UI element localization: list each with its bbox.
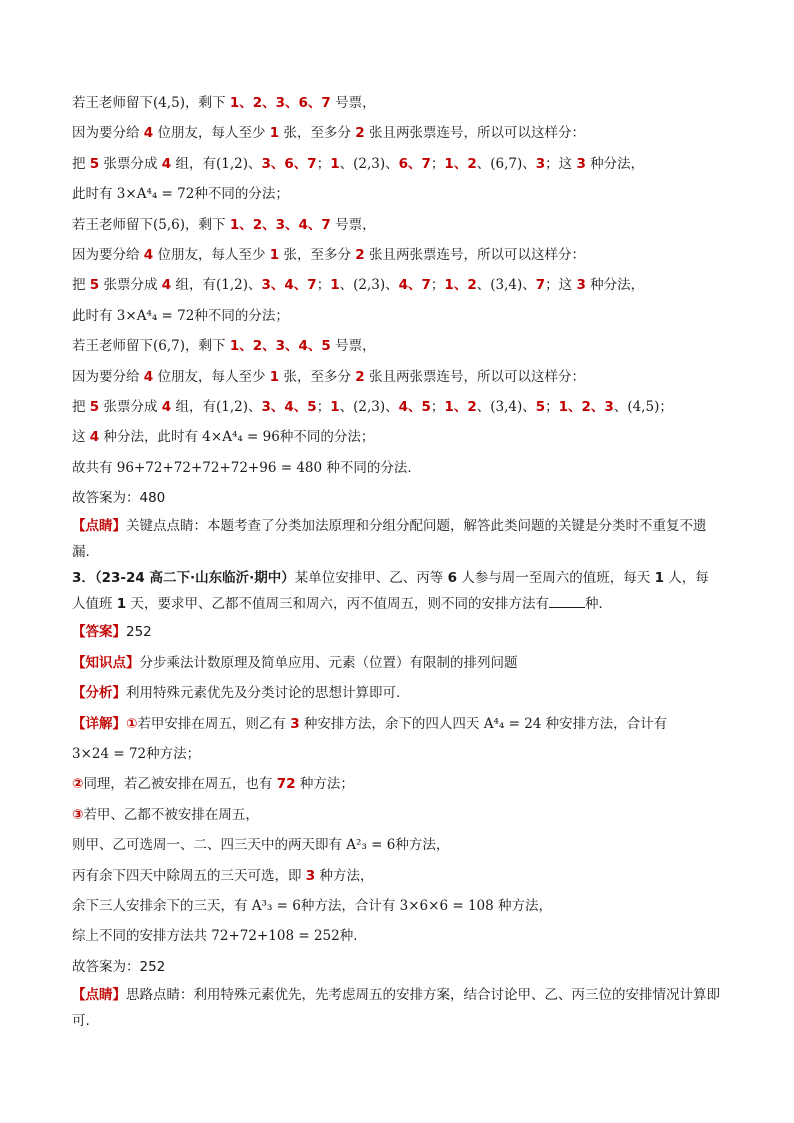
math-expression: (3,4) <box>490 277 523 294</box>
text-line <box>72 88 722 118</box>
text-segment: 、 <box>248 398 262 415</box>
text-line <box>72 709 722 739</box>
math-expression: A³₃ = 6 <box>251 897 301 914</box>
text-segment: 4、7 <box>398 277 431 294</box>
text-segment: ； <box>430 277 445 294</box>
text-line <box>72 270 722 300</box>
text-line <box>72 648 722 678</box>
text-line <box>72 331 722 361</box>
text-segment: 种方法； <box>295 776 354 793</box>
text-segment: ① <box>126 715 138 732</box>
text-segment: 2 <box>355 246 365 263</box>
text-segment: 3 <box>305 867 316 884</box>
text-segment: 天，要求甲、乙都不值周三和周六，丙不值周五，则不同的安排方法有 <box>126 596 549 613</box>
text-line <box>72 769 722 799</box>
text-segment: 1 <box>269 368 280 385</box>
text-segment: 3、4、5 <box>261 398 317 415</box>
text-segment: 综上不同的安排方法共 <box>72 928 212 945</box>
math-expression: 72+72+108 = 252 <box>211 928 340 945</box>
text-segment: 1 <box>116 596 127 613</box>
math-expression: 96+72+72+72+72+96 = 480 <box>116 459 323 476</box>
text-segment: 这 <box>72 429 90 446</box>
text-segment: 1、2、3、4、7 <box>229 216 331 233</box>
answer-blank <box>549 595 585 608</box>
text-line <box>72 301 722 331</box>
text-segment: 利用特殊元素优先及分类讨论的思想计算即可. <box>126 685 401 702</box>
text-line <box>72 921 722 951</box>
text-segment: 位朋友，每人至少 <box>153 246 270 263</box>
text-segment: ； <box>430 398 445 415</box>
text-segment: 思路点睛：利用特殊元素优先，先考虑周五的安排方案，结合讨论甲、乙、丙三位的安排情况计算即可. <box>72 987 720 1030</box>
math-expression: (2,3) <box>353 155 386 172</box>
text-segment: 7 <box>535 277 546 294</box>
text-segment: ； <box>545 398 559 415</box>
math-expression: (2,3) <box>353 398 386 415</box>
document-page <box>72 88 722 1034</box>
text-segment: ② <box>72 776 84 793</box>
text-segment: 种分法，此时有 <box>99 429 203 446</box>
text-segment: 张票分成 <box>99 277 162 294</box>
text-segment: 张，至多分 <box>279 368 356 385</box>
text-segment: 人，每人值班 <box>72 570 709 613</box>
text-segment: 张，至多分 <box>279 125 356 142</box>
text-segment: 组，有 <box>171 155 216 172</box>
text-segment: 分步乘法计数原理及简单应用、元素（位置）有限制的排列问题 <box>139 654 518 671</box>
text-segment: 人参与周一至周六的值班，每天 <box>456 570 655 587</box>
text-line <box>72 483 722 513</box>
text-line <box>72 453 722 483</box>
math-expression: (1,2) <box>216 277 249 294</box>
text-segment: 组，有 <box>171 277 216 294</box>
text-line <box>72 210 722 240</box>
text-segment: 种分法， <box>585 277 645 294</box>
text-segment: 把 <box>72 398 90 415</box>
text-segment: 、 <box>385 277 399 294</box>
math-expression: (1,2) <box>216 155 249 172</box>
text-segment: ，剩下 <box>185 95 230 111</box>
text-segment: 种不同的分法； <box>194 307 289 324</box>
text-segment: 3 <box>576 155 586 172</box>
text-segment: 组，有 <box>171 398 216 415</box>
text-line <box>72 118 722 148</box>
text-segment: 丙有余下四天中除周五的三天可选，即 <box>72 867 306 884</box>
text-line <box>72 739 722 769</box>
text-line <box>72 678 722 708</box>
text-segment: 、 <box>613 398 628 415</box>
text-segment: 种方法， <box>395 837 450 854</box>
text-segment: 1、2、3 <box>558 398 614 415</box>
text-segment: 种不同的分法. <box>322 459 412 476</box>
math-expression: A²₃ = 6 <box>346 837 396 854</box>
text-segment: 6 <box>447 570 457 587</box>
text-segment: 号票， <box>330 338 376 355</box>
text-line <box>72 513 722 565</box>
text-segment: 1 <box>330 398 340 415</box>
text-line <box>72 800 722 830</box>
text-segment: ； <box>659 398 673 415</box>
text-segment: 、 <box>248 277 262 294</box>
text-segment: 1 <box>654 570 664 587</box>
text-line <box>72 617 722 647</box>
text-segment: 4 <box>161 398 172 415</box>
text-segment: 因为要分给 <box>72 368 144 385</box>
text-segment: 、 <box>522 277 536 294</box>
text-segment: 3、6、7 <box>261 155 317 172</box>
math-expression: (5,6) <box>153 216 186 233</box>
text-segment: 5 <box>89 155 100 172</box>
text-segment: 、 <box>476 398 491 415</box>
text-line <box>72 362 722 392</box>
text-segment: 种分法， <box>585 155 645 172</box>
text-segment: 张且两张票连号，所以可以这样分： <box>364 368 585 385</box>
text-segment: 5 <box>89 398 100 415</box>
text-segment: 1 <box>330 277 340 294</box>
text-line <box>72 149 722 179</box>
math-expression: 3×6×6 = 108 <box>399 897 494 914</box>
math-expression: 3×A⁴₄ = 72 <box>116 186 195 203</box>
text-segment: 4 <box>143 246 154 263</box>
text-segment: 种不同的分法； <box>194 186 289 203</box>
text-segment: 1、2 <box>444 398 477 415</box>
text-segment: 种不同的分法； <box>279 429 375 446</box>
text-segment: 此时有 <box>72 307 117 324</box>
text-segment: 号票， <box>330 216 376 233</box>
text-segment: 此时有 <box>72 186 117 203</box>
text-segment: 1 <box>330 155 340 172</box>
text-line <box>72 565 722 617</box>
text-segment: 因为要分给 <box>72 125 144 142</box>
text-segment: 72 <box>276 776 296 793</box>
text-segment: 故共有 <box>72 459 117 476</box>
text-segment: 若王老师留下 <box>72 216 153 233</box>
text-segment: 4 <box>143 368 154 385</box>
text-segment: 1、2、3、4、5 <box>229 338 331 355</box>
text-segment: 【知识点】 <box>72 654 140 671</box>
text-segment: 4、5 <box>398 398 431 415</box>
text-segment: 若王老师留下 <box>72 338 153 355</box>
text-segment: ；这 <box>545 277 577 294</box>
text-line <box>72 982 722 1034</box>
text-line <box>72 891 722 921</box>
text-segment: 种方法， <box>315 867 374 884</box>
text-line <box>72 179 722 209</box>
math-expression: 3×A⁴₄ = 72 <box>116 307 195 324</box>
text-segment: 3 <box>576 277 586 294</box>
text-segment: 5 <box>535 398 546 415</box>
text-segment: 1、2 <box>444 277 477 294</box>
text-segment: 故答案为：480 <box>72 490 166 507</box>
text-segment: 位朋友，每人至少 <box>153 368 270 385</box>
text-segment: 3、4、7 <box>261 277 317 294</box>
text-segment: 把 <box>72 155 90 172</box>
math-expression: (1,2) <box>216 398 249 415</box>
text-segment: ；这 <box>545 155 577 172</box>
text-segment: 若甲、乙都不被安排在周五， <box>83 806 259 823</box>
math-expression: 4×A⁴₄ = 96 <box>202 429 280 446</box>
math-expression: (4,5) <box>153 95 186 111</box>
text-segment: 【答案】 <box>72 624 126 641</box>
text-segment: 、 <box>476 155 491 172</box>
text-segment: 3 <box>290 715 300 732</box>
text-segment: ，剩下 <box>185 338 230 355</box>
text-segment: 种方法； <box>146 746 201 763</box>
text-segment: 3．（23-24 高二下·山东临沂·期中） <box>72 570 295 587</box>
text-segment: 余下三人安排余下的三天，有 <box>72 897 252 914</box>
text-segment: ； <box>316 398 331 415</box>
text-segment: 4 <box>143 125 154 142</box>
text-segment: 、 <box>385 155 399 172</box>
math-expression: (6,7) <box>153 338 186 355</box>
text-segment: 、 <box>339 398 354 415</box>
text-segment: 、 <box>339 155 354 172</box>
text-segment: 1 <box>269 125 280 142</box>
text-line <box>72 422 722 452</box>
text-segment: ； <box>316 277 331 294</box>
math-expression: 3×24 = 72 <box>72 746 147 763</box>
text-line <box>72 830 722 860</box>
text-segment: 位朋友，每人至少 <box>153 125 270 142</box>
text-segment: 种方法，合计有 <box>300 897 400 914</box>
text-segment: ，剩下 <box>185 216 230 233</box>
text-segment: 【分析】 <box>72 685 126 702</box>
text-segment: 【点睛】 <box>72 518 126 535</box>
text-segment: ； <box>316 155 331 172</box>
text-segment: 种安排方法，合计有 <box>541 715 668 732</box>
text-segment: 张且两张票连号，所以可以这样分： <box>364 125 585 142</box>
text-segment: 故答案为：252 <box>72 958 166 975</box>
text-segment: 、 <box>476 277 491 294</box>
text-segment: 4 <box>161 155 172 172</box>
text-line <box>72 952 722 982</box>
text-segment: 252 <box>126 624 152 641</box>
text-segment: 、 <box>339 277 354 294</box>
text-segment: 种. <box>339 928 358 945</box>
text-segment: ③ <box>72 806 84 823</box>
text-segment: 若王老师留下 <box>72 95 153 111</box>
math-expression: (2,3) <box>353 277 386 294</box>
text-segment: 则甲、乙可选周一、二、四三天中的两天即有 <box>72 837 347 854</box>
text-segment: 号票， <box>330 95 376 111</box>
text-segment: 、 <box>385 398 399 415</box>
text-segment: 4 <box>161 277 172 294</box>
text-segment: 1、2、3、6、7 <box>229 95 331 111</box>
text-segment: 、 <box>522 398 536 415</box>
text-segment: 种安排方法，余下的四人四天 <box>299 715 484 732</box>
text-segment: 【详解】 <box>72 715 126 732</box>
text-segment: 1 <box>269 246 280 263</box>
text-line <box>72 392 722 422</box>
text-segment: 张票分成 <box>99 398 162 415</box>
math-expression: (6,7) <box>490 155 523 172</box>
text-segment: 6、7 <box>398 155 431 172</box>
text-segment: 5 <box>89 277 100 294</box>
text-segment: 2 <box>355 125 365 142</box>
text-segment: 4 <box>89 429 100 446</box>
text-segment: 1、2 <box>444 155 477 172</box>
text-segment: 某单位安排甲、乙、丙等 <box>294 570 448 587</box>
text-segment: 若甲安排在周五，则乙有 <box>137 715 291 732</box>
math-expression: A⁴₄ = 24 <box>483 715 542 732</box>
text-segment: 因为要分给 <box>72 246 144 263</box>
text-segment: 、 <box>248 155 262 172</box>
text-segment: 张票分成 <box>99 155 162 172</box>
text-segment: ； <box>430 155 445 172</box>
text-segment: 、 <box>522 155 536 172</box>
text-segment: 种方法， <box>493 897 553 914</box>
text-line <box>72 861 722 891</box>
math-expression: (3,4) <box>490 398 523 415</box>
text-line <box>72 240 722 270</box>
math-expression: (4,5) <box>627 398 660 415</box>
text-segment: 3 <box>535 155 546 172</box>
text-segment: 2 <box>355 368 365 385</box>
text-segment: 张，至多分 <box>279 246 356 263</box>
text-segment: 种． <box>585 596 612 613</box>
text-segment: 同理，若乙被安排在周五，也有 <box>83 776 277 793</box>
text-segment: 【点睛】 <box>72 987 126 1004</box>
text-segment: 张且两张票连号，所以可以这样分： <box>364 246 585 263</box>
text-segment: 把 <box>72 277 90 294</box>
text-segment: 关键点点睛：本题考查了分类加法原理和分组分配问题，解答此类问题的关键是分类时不重复不遗漏. <box>72 518 707 561</box>
